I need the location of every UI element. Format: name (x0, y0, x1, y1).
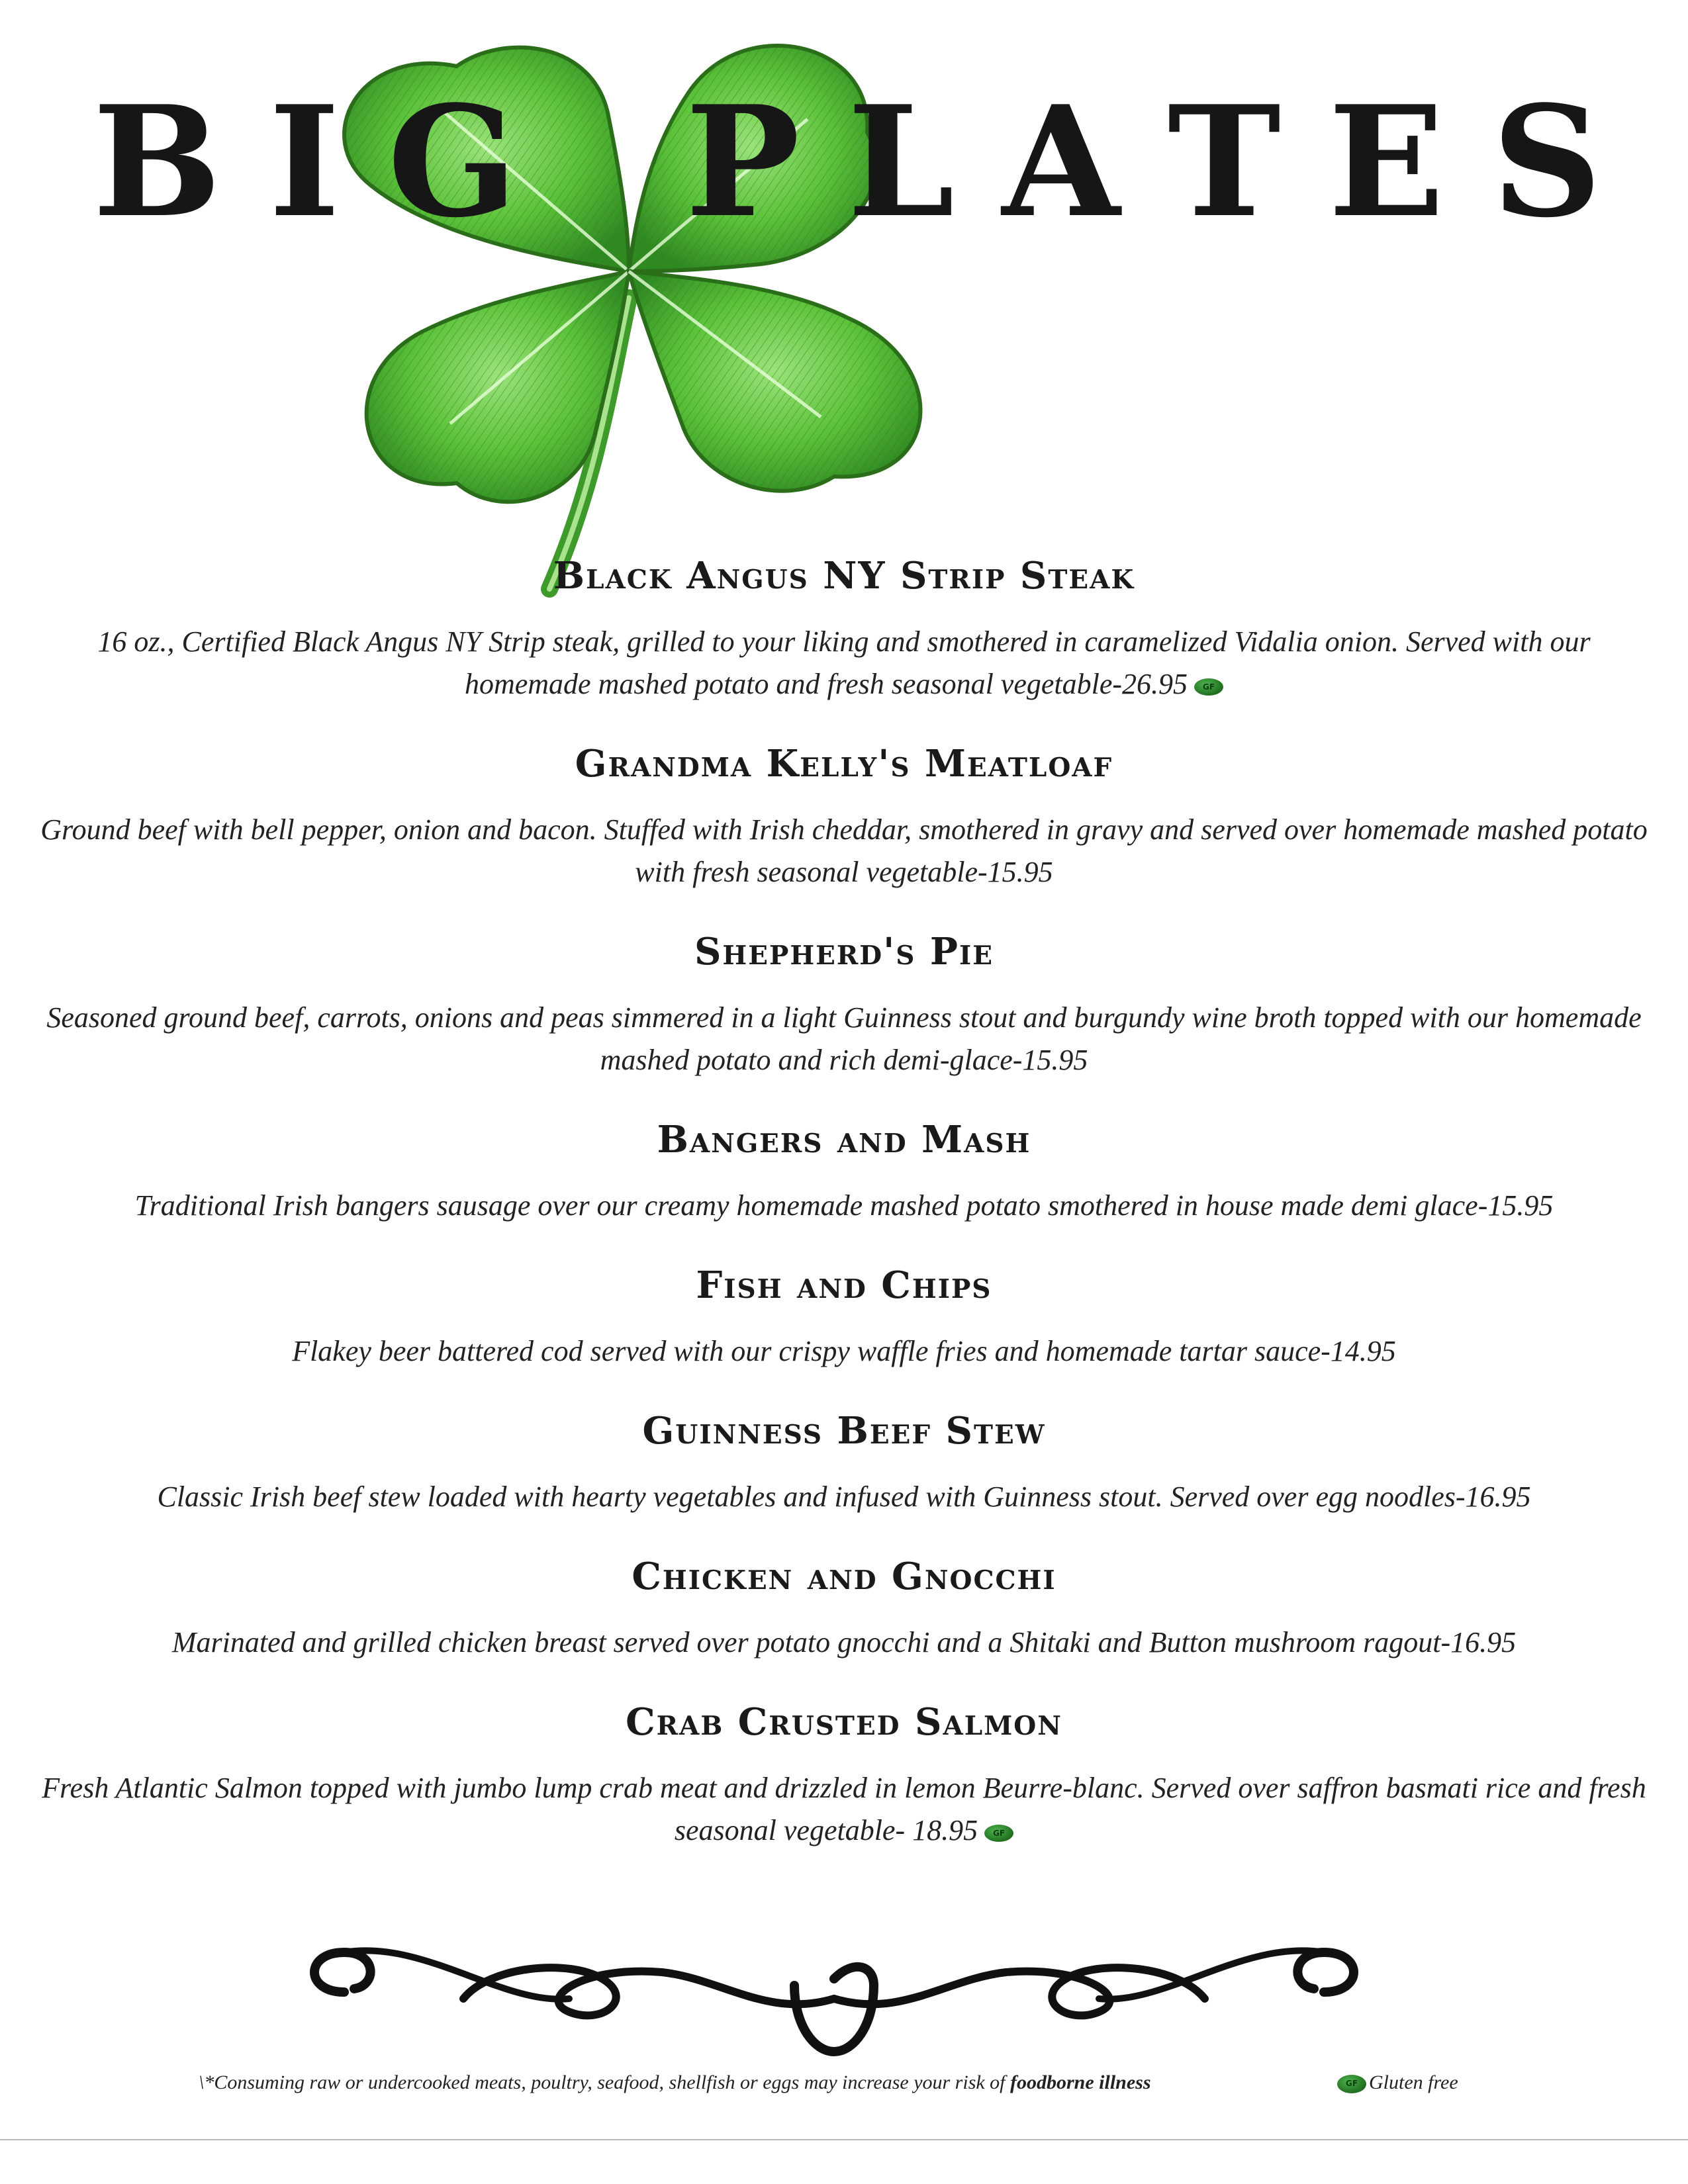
menu-item-name: Shepherd's Pie (694, 930, 994, 974)
menu-item-name: Guinness Beef Stew (642, 1409, 1046, 1453)
menu-item (26, 925, 1662, 1081)
title-letter: S (1491, 73, 1602, 251)
menu-item (26, 1404, 1662, 1518)
title-letter: T (1167, 73, 1281, 251)
gf-badge-icon: GF (1194, 678, 1223, 696)
menu-item-description: Fresh Atlantic Salmon topped with jumbo lump crab meat and drizzled in lemon Beurre-blanc. Served over saffron basmati rice and fresh seasonal vegetable- 18.95 GF (42, 1772, 1646, 1846)
menu-item-description: Ground beef with bell pepper, onion and bacon. Stuffed with Irish cheddar, smothered in gravy and served over homemade mashed potato with fresh seasonal vegetable-15.95 (40, 813, 1648, 888)
footer (199, 2071, 1523, 2105)
page-title (93, 73, 1602, 251)
menu-item-name: Fish and Chips (696, 1263, 992, 1307)
menu-item-description: Seasoned ground beef, carrots, onions and peas simmered in a light Guinness stout and burgundy wine broth topped with our homemade mashed potato and rich demi-glace-15.95 (46, 1001, 1642, 1076)
menu-item (26, 1259, 1662, 1373)
menu-item (26, 1550, 1662, 1664)
title-letter: E (1328, 73, 1445, 251)
title-letter: L (847, 73, 955, 251)
menu-item (26, 549, 1662, 705)
menu-item-description: Marinated and grilled chicken breast served over potato gnocchi and a Shitaki and Button mushroom ragout-16.95 (171, 1626, 1517, 1659)
title-letter: P (685, 73, 800, 251)
menu-item (26, 1113, 1662, 1227)
flourish-icon (291, 1926, 1377, 2058)
gluten-free-legend (1337, 2071, 1458, 2094)
legend-label: Gluten free (1369, 2071, 1458, 2093)
menu-item-description: 16 oz., Certified Black Angus NY Strip steak, grilled to your liking and smothered in caramelized Vidalia onion. Served with our homemade mashed potato and fresh seasonal vegetable-26.95 GF (97, 625, 1591, 700)
menu-item-description: Classic Irish beef stew loaded with hearty vegetables and infused with Guinness stout. Served over egg noodles-16.95 (157, 1480, 1531, 1513)
title-letter: B (93, 73, 222, 251)
menu-item (26, 1696, 1662, 1852)
menu-item (26, 737, 1662, 893)
menu-item-name: Crab Crusted Salmon (626, 1700, 1062, 1744)
divider (0, 2139, 1688, 2140)
gf-badge-icon: GF (1337, 2075, 1366, 2093)
title-letter: G (387, 73, 518, 251)
menu-item-description: Traditional Irish bangers sausage over our creamy homemade mashed potato smothered in house made demi glace-15.95 (134, 1189, 1554, 1222)
menu-item-name: Black Angus NY Strip Steak (553, 554, 1135, 598)
gf-badge-icon: GF (984, 1825, 1013, 1842)
menu-item-name: Grandma Kelly's Meatloaf (575, 742, 1113, 786)
menu-item-name: Bangers and Mash (657, 1118, 1031, 1161)
menu-items (26, 549, 1662, 1884)
title-letter: I (269, 73, 340, 251)
menu-item-description: Flakey beer battered cod served with our crispy waffle fries and homemade tartar sauce-14.95 (292, 1335, 1396, 1367)
menu-item-name: Chicken and Gnocchi (632, 1555, 1056, 1598)
food-safety-disclaimer: \*Consuming raw or undercooked meats, poultry, seafood, shellfish or eggs may increase your risk of foodborne illness (199, 2071, 1151, 2093)
title-letter: A (1002, 73, 1121, 251)
